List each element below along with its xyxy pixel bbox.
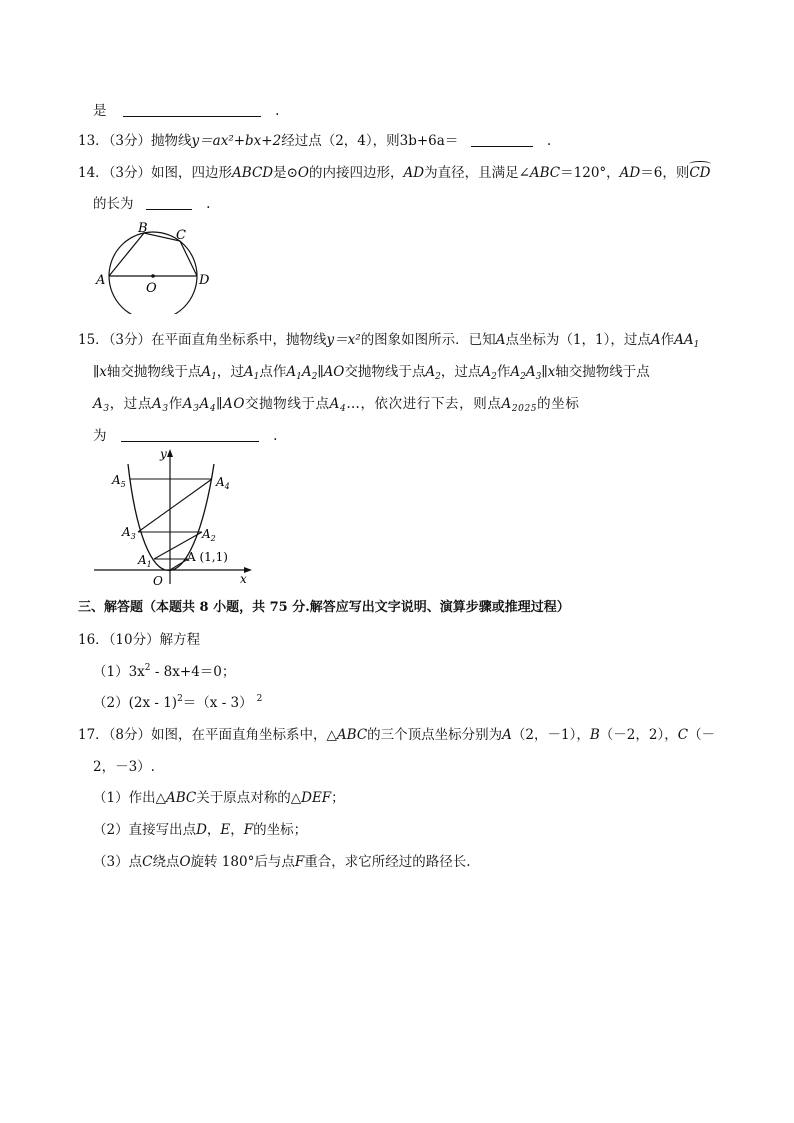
q13-period: . <box>546 133 552 149</box>
q16-part1-exp: 2 <box>144 663 151 673</box>
q15-a2b <box>481 364 496 380</box>
q17-line1 <box>78 725 715 745</box>
q13-number: 13． <box>78 133 109 149</box>
q15-text2g: ，过点 <box>440 364 482 380</box>
label-a: A <box>96 273 106 288</box>
q15-a3a4-sub1: 3 <box>193 404 200 414</box>
label-a1 <box>137 553 152 569</box>
q17-score: （8分） <box>108 727 152 743</box>
q15-a1-sub: 1 <box>211 372 217 382</box>
q15-a3a4-b: A <box>199 396 210 412</box>
q14-text5: ＝120°， <box>560 165 620 181</box>
q16-title: 解方程 <box>159 632 201 648</box>
q15-a2: A <box>650 332 661 348</box>
q15-a3 <box>93 396 110 412</box>
q15-parallel1: ∥ <box>93 364 100 380</box>
q13-line <box>78 131 551 151</box>
q15-text3e: …，依次进行下去，则点 <box>346 396 502 412</box>
q17-part1-def: DEF <box>301 790 332 806</box>
q14-text6: ＝6，则 <box>640 165 690 181</box>
q15-a2a3-b: A <box>525 364 536 380</box>
q15-a2 <box>425 364 440 380</box>
q15-number: 15． <box>78 332 109 348</box>
q15-text2d: 点作 <box>259 364 287 380</box>
q15-text2c: ，过 <box>216 364 244 380</box>
label-a3 <box>121 525 136 541</box>
label-a5-a: A <box>112 473 121 487</box>
q16-part2-exp2: 2 <box>256 694 263 704</box>
circle-o <box>109 232 197 314</box>
label-a1-a: A <box>138 553 147 567</box>
label-a4-a: A <box>216 475 225 489</box>
q14-circle-figure <box>88 218 218 314</box>
q17-part3 <box>93 852 471 872</box>
q17-text1d: （－2，2）， <box>599 727 678 743</box>
q14-abcd: ABCD <box>232 165 274 181</box>
q17-part2-f: F <box>243 822 254 838</box>
label-c: C <box>176 228 186 243</box>
q15-a1b-sub: 1 <box>253 372 260 382</box>
q14-ad2: AD <box>619 165 641 181</box>
q15-text2f: 交抛物线于点 <box>344 364 426 380</box>
label-a2-a: A <box>202 527 211 541</box>
q14-text3: 的内接四边形， <box>309 165 404 181</box>
q17-abc: ABC <box>336 727 368 743</box>
q17-part3-c: C <box>142 854 153 870</box>
q15-a4-a: A <box>329 396 341 412</box>
label-o: O <box>153 574 163 588</box>
q15-a2b-sub: 2 <box>491 372 497 382</box>
q15-a2-sub: 2 <box>435 372 441 382</box>
q16-part2-a: （2）(2x - 1) <box>93 695 178 711</box>
q17-part2-comma1: ， <box>206 822 221 838</box>
q15-aa1-sub: 1 <box>693 340 700 350</box>
q15-x2: x <box>547 364 556 380</box>
q15-a1b-a: A <box>243 364 254 380</box>
q15-a4 <box>330 396 347 412</box>
q17-part2-c: 的坐标； <box>253 822 308 838</box>
q15-ao: AO <box>323 364 345 380</box>
q14-o: O <box>297 165 309 181</box>
q15-a3a4 <box>183 396 216 412</box>
label-a-coord: A (1,1) <box>187 550 228 564</box>
q16-number: 16． <box>78 632 109 648</box>
q15-a3b <box>152 396 169 412</box>
q17-part3-c2: 旋转 180°后与点 <box>190 854 295 870</box>
q15-a1b <box>244 364 259 380</box>
q15-aa1-b: A <box>683 332 694 348</box>
q16-line <box>78 630 200 650</box>
q14-text1: 如图，四边形 <box>151 165 233 181</box>
q17-text1b: 的三个顶点坐标分别为 <box>367 727 503 743</box>
q13-text: 抛物线 <box>151 133 192 149</box>
q16-part2-exp1: 2 <box>177 694 183 704</box>
q14-period: . <box>206 196 211 212</box>
q17-part3-o: O <box>179 854 191 870</box>
y-axis-arrow <box>167 449 173 457</box>
q15-a1a2-sub1: 1 <box>296 372 302 382</box>
q14-text4: 为直径，且满足∠ <box>424 165 530 181</box>
q17-c: C <box>677 727 689 743</box>
q17-text1c: （2，－1）， <box>511 727 590 743</box>
q15-text1d: 作 <box>660 332 675 348</box>
label-a3-a: A <box>122 525 131 539</box>
q14-arc-cd: CD <box>689 165 711 181</box>
q15-line3 <box>93 394 579 414</box>
q15-parallel4: ∥ <box>216 396 224 412</box>
label-x: x <box>240 572 247 586</box>
q15-parallel2: ∥ <box>317 364 324 380</box>
label-a2 <box>201 527 216 543</box>
q15-a2025-sub: 2025 <box>511 404 538 414</box>
q15-a2a3-sub1: 2 <box>520 372 526 382</box>
q15-a1a2-b: A <box>301 364 312 380</box>
q15-a2-a: A <box>425 364 436 380</box>
label-a3-sub: 3 <box>130 532 136 541</box>
q14-ad: AD <box>403 165 425 181</box>
label-a4 <box>215 475 230 491</box>
q15-a3a4-sub2: 4 <box>209 404 217 414</box>
q15-a2a3-sub2: 3 <box>535 372 542 382</box>
q17-part2 <box>93 820 307 840</box>
q15-line2 <box>93 362 650 382</box>
q15-a2025 <box>501 396 537 412</box>
label-a4-sub: 4 <box>224 482 230 491</box>
q13-score: （3分） <box>108 133 152 149</box>
q17-b: B <box>589 727 600 743</box>
q15-line4 <box>93 426 277 446</box>
q13-expression: 3b+6a＝ <box>399 133 459 149</box>
q14-line2 <box>93 194 210 214</box>
q15-ao2: AO <box>223 396 246 412</box>
q15-x: x <box>99 364 107 380</box>
q15-a: A <box>495 332 506 348</box>
q15-answer-blank[interactable] <box>121 427 259 442</box>
q15-score: （3分） <box>108 332 152 348</box>
label-a1-sub: 1 <box>146 560 152 569</box>
q15-a2025-a: A <box>501 396 512 412</box>
q12-answer-blank[interactable] <box>123 102 261 117</box>
q17-part3-d: 重合，求它所经过的路径长. <box>304 854 471 870</box>
q15-a2a3-a: A <box>510 364 521 380</box>
q17-a: A <box>502 727 512 743</box>
q14-text2: 是⊙ <box>273 165 298 181</box>
q17-part2-a: （2）直接写出点 <box>93 822 197 838</box>
q14-line2-text: 的长为 <box>93 196 134 212</box>
label-a5 <box>111 473 126 489</box>
q15-a2a3 <box>510 364 541 380</box>
q15-a1 <box>201 364 216 380</box>
segment-oa <box>170 559 188 570</box>
q17-part1-abc: ABC <box>165 790 197 806</box>
q13-equation: y＝ax²+bx+2 <box>191 133 282 149</box>
q17-part1-a: （1）作出△ <box>93 790 166 806</box>
q13-text2: 经过点（2，4），则 <box>281 133 400 149</box>
q15-a3b-a: A <box>152 396 163 412</box>
q15-text1c: 点坐标为（1，1），过点 <box>505 332 651 348</box>
q15-text3d: 交抛物线于点 <box>245 396 330 412</box>
q12-tail-line <box>93 101 279 121</box>
q17-text1e: （－ <box>688 727 716 743</box>
q14-abc: ABC <box>529 165 561 181</box>
q14-line1 <box>78 163 711 183</box>
q15-aa1 <box>674 332 699 348</box>
center-point <box>151 274 155 278</box>
q17-part1-c: ； <box>331 790 345 806</box>
q17-text1a: 如图，在平面直角坐标系中，△ <box>151 727 337 743</box>
q16-part1 <box>93 662 235 682</box>
q15-text3f: 的坐标 <box>537 396 580 412</box>
q17-part3-a: （3）点 <box>93 854 143 870</box>
q16-part2-b: ＝（x - 3） <box>182 695 253 711</box>
q15-equation: y＝x² <box>326 332 361 348</box>
q17-part1-b: 关于原点对称的△ <box>196 790 302 806</box>
q15-a3a4-a: A <box>182 396 194 412</box>
q15-a4-sub: 4 <box>340 404 347 414</box>
q14-number: 14． <box>78 165 109 181</box>
section-3-header: 三、解答题（本题共 8 小题，共 75 分.解答应写出文字说明、演算步骤或推理过程） <box>78 600 570 615</box>
q17-part2-e: E <box>220 822 231 838</box>
q15-a1a2-a: A <box>286 364 297 380</box>
q15-a1a2 <box>286 364 317 380</box>
q15-a3-sub: 3 <box>103 404 110 414</box>
q17-part1 <box>93 788 345 808</box>
q15-text3a: ，过点 <box>109 396 152 412</box>
label-d: D <box>199 273 210 288</box>
q15-text4: 为 <box>93 428 107 444</box>
q16-part2 <box>93 693 262 713</box>
q15-a1a2-sub2: 2 <box>311 372 318 382</box>
q15-parabola-figure <box>92 446 258 588</box>
q15-text2j: 轴交抛物线于点 <box>555 364 650 380</box>
q15-text3b: 作 <box>168 396 183 412</box>
q14-answer-blank[interactable] <box>146 195 192 210</box>
label-a5-sub: 5 <box>120 480 126 489</box>
q17-part2-d: D <box>196 822 207 838</box>
label-a2-sub: 2 <box>210 534 216 543</box>
q15-a3-a: A <box>93 396 104 412</box>
q15-period: . <box>273 428 278 444</box>
q15-parallel3: ∥ <box>541 364 548 380</box>
q15-a2b-a: A <box>481 364 492 380</box>
q12-tail-text: 是 <box>93 103 107 119</box>
q13-answer-blank[interactable] <box>471 132 533 147</box>
q15-text1b: 的图象如图所示．已知 <box>360 332 496 348</box>
q12-period: . <box>275 103 280 119</box>
label-b: B <box>138 221 148 236</box>
q15-line1 <box>78 330 699 350</box>
q15-aa1-a: A <box>674 332 684 348</box>
label-o: O <box>146 281 157 296</box>
q17-part2-comma2: ， <box>230 822 244 838</box>
label-y: y <box>160 447 167 461</box>
q15-text2h: 作 <box>496 364 511 380</box>
q16-score: （10分） <box>108 632 160 648</box>
q15-a3b-sub: 3 <box>162 404 169 414</box>
q17-number: 17． <box>78 727 109 743</box>
q14-score: （3分） <box>108 165 152 181</box>
q17-part3-f: F <box>294 854 305 870</box>
q16-part1-b: - 8x+4＝0； <box>150 664 236 680</box>
q15-a1-a: A <box>201 364 212 380</box>
q17-line2: 2，－3）. <box>93 759 155 775</box>
q15-text2b: 轴交抛物线于点 <box>106 364 202 380</box>
q16-part1-a: （1）3x <box>93 664 145 680</box>
q15-text1: 在平面直角坐标系中，抛物线 <box>151 332 327 348</box>
q17-part3-b: 绕点 <box>152 854 180 870</box>
